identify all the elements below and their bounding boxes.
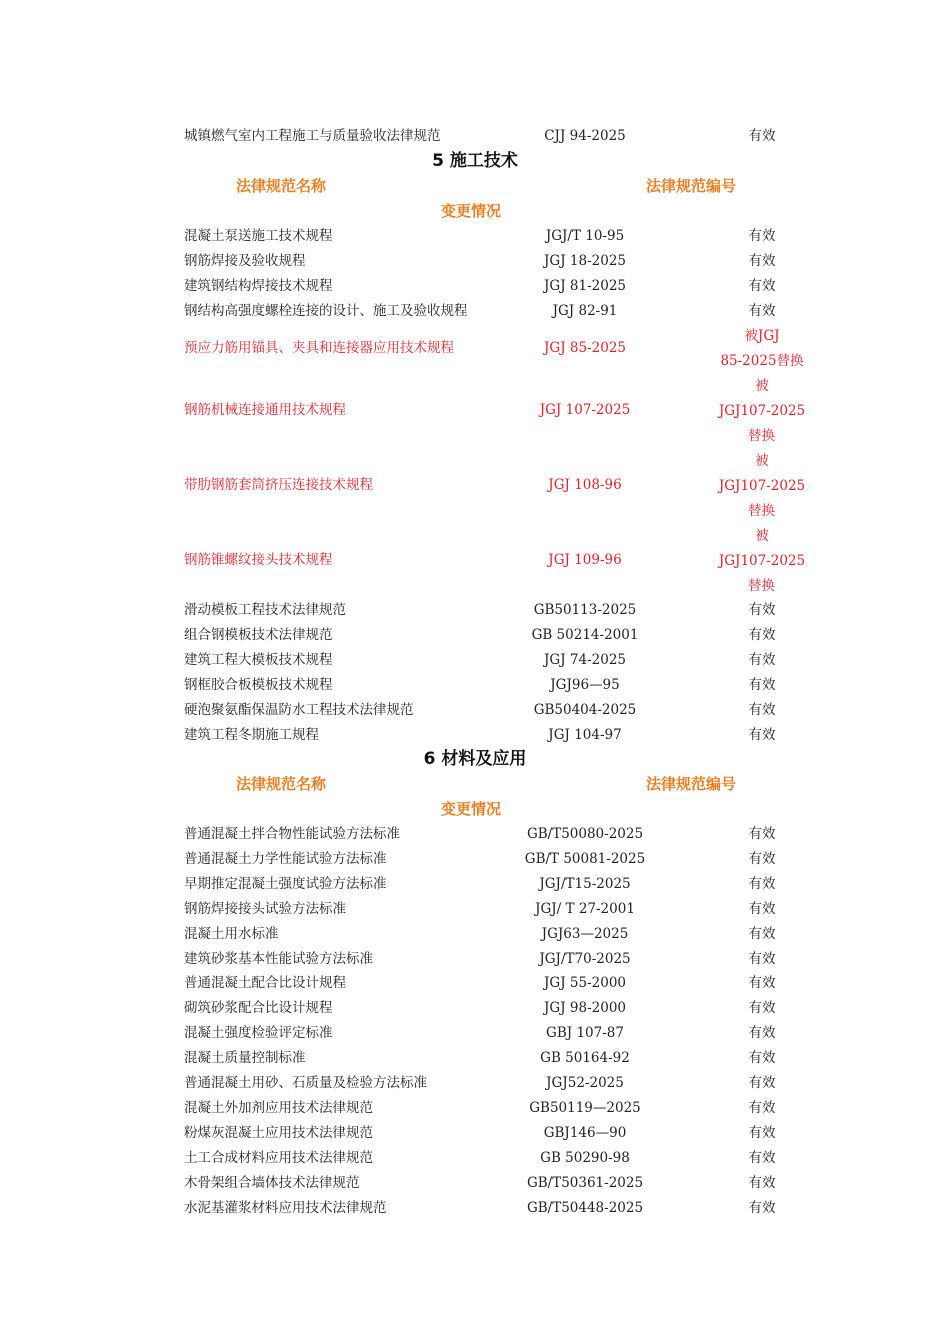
standard-status: 有效 bbox=[748, 1025, 776, 1042]
standard-status-line: JGJ107-2025 bbox=[718, 478, 806, 494]
standard-status: 有效 bbox=[748, 702, 776, 718]
standard-status: 有效 bbox=[748, 1050, 776, 1067]
standard-name: 建筑砂浆基本性能试验方法标准 bbox=[184, 950, 373, 967]
standard-code: JGJ52-2025 bbox=[546, 1075, 624, 1091]
standard-status-line: 被 bbox=[755, 528, 769, 544]
table-row bbox=[0, 872, 950, 897]
standard-name: 建筑工程冬期施工规程 bbox=[184, 727, 319, 743]
standard-code: GB 50214-2001 bbox=[531, 627, 639, 643]
table-row bbox=[0, 847, 950, 872]
standard-code: GB/T 50081-2025 bbox=[524, 850, 646, 867]
standard-name: 混凝土质量控制标准 bbox=[184, 1050, 306, 1067]
standard-code: CJJ 94-2025 bbox=[544, 128, 626, 144]
table-row bbox=[0, 723, 950, 748]
table-row bbox=[0, 947, 950, 972]
standard-code: GB 50290-98 bbox=[540, 1149, 630, 1166]
standard-status: 有效 bbox=[748, 826, 776, 842]
standard-status: 有效 bbox=[748, 925, 776, 942]
table-row bbox=[0, 274, 950, 299]
column-header-name: 法律规范名称 bbox=[236, 177, 327, 195]
standard-name: 预应力筋用锚具、夹具和连接器应用技术规程 bbox=[184, 340, 454, 356]
standard-status: 有效 bbox=[748, 303, 776, 319]
table-row bbox=[0, 698, 950, 723]
standard-status: 有效 bbox=[748, 900, 776, 917]
table-row bbox=[0, 1021, 950, 1046]
standard-status-line: JGJ107-2025 bbox=[718, 403, 806, 419]
standard-name: 钢筋机械连接通用技术规程 bbox=[184, 402, 346, 418]
standard-code: JGJ/T15-2025 bbox=[539, 875, 631, 892]
standard-status: 有效 bbox=[748, 278, 776, 294]
standard-status: 有效 bbox=[748, 1174, 776, 1191]
table-row-replaced bbox=[0, 449, 950, 524]
standard-name: 建筑工程大模板技术规程 bbox=[184, 652, 333, 668]
standard-code: JGJ 104-97 bbox=[548, 727, 622, 743]
standard-name: 普通混凝土用砂、石质量及检验方法标准 bbox=[184, 1075, 427, 1091]
standard-code: GB50113-2025 bbox=[533, 602, 637, 618]
standard-name: 混凝土用水标准 bbox=[184, 925, 279, 942]
table-row bbox=[0, 1171, 950, 1196]
standard-code: JGJ/T 10-95 bbox=[545, 228, 625, 244]
table-row bbox=[0, 1121, 950, 1146]
standard-code: JGJ 85-2025 bbox=[544, 340, 626, 356]
standard-status: 有效 bbox=[748, 1124, 776, 1141]
standard-name: 普通混凝土拌合物性能试验方法标准 bbox=[184, 826, 400, 842]
standard-code: JGJ/ T 27-2001 bbox=[535, 900, 635, 917]
table-row bbox=[0, 673, 950, 698]
table-row bbox=[0, 922, 950, 947]
table-row bbox=[0, 249, 950, 274]
table-row bbox=[0, 648, 950, 673]
standard-name: 混凝土外加剂应用技术法律规范 bbox=[184, 1099, 373, 1116]
standard-status: 有效 bbox=[748, 627, 776, 643]
table-row bbox=[0, 299, 950, 324]
standard-status: 有效 bbox=[748, 1149, 776, 1166]
standard-name: 带肋钢筋套筒挤压连接技术规程 bbox=[184, 477, 373, 493]
table-row bbox=[0, 1071, 950, 1096]
standard-status: 有效 bbox=[748, 975, 776, 992]
standard-name: 木骨架组合墙体技术法律规范 bbox=[184, 1174, 360, 1191]
table-row bbox=[0, 124, 950, 149]
column-header-status: 变更情况 bbox=[441, 202, 502, 220]
standard-code: JGJ 109-96 bbox=[548, 552, 622, 568]
standard-status-line: 替换 bbox=[748, 428, 775, 444]
standard-code: GB 50164-92 bbox=[540, 1050, 630, 1067]
section-title: 5 施工技术 bbox=[432, 151, 518, 171]
column-header-code: 法律规范编号 bbox=[646, 775, 737, 793]
standard-code: JGJ96—95 bbox=[550, 677, 620, 693]
standard-name: 建筑钢结构焊接技术规程 bbox=[184, 278, 333, 294]
standard-status-line: 被 bbox=[755, 453, 769, 469]
standard-code: JGJ 81-2025 bbox=[544, 278, 626, 294]
standard-code: GB50404-2025 bbox=[533, 702, 637, 718]
standard-code: JGJ 98-2000 bbox=[544, 1000, 626, 1017]
table-row-replaced bbox=[0, 324, 950, 374]
standard-status-line: 替换 bbox=[748, 503, 775, 519]
table-row bbox=[0, 224, 950, 249]
standard-code: GB/T50080-2025 bbox=[526, 826, 644, 842]
standard-status: 有效 bbox=[748, 602, 776, 618]
standard-code: JGJ 18-2025 bbox=[544, 253, 626, 269]
standard-status: 有效 bbox=[748, 228, 776, 244]
table-row bbox=[0, 1146, 950, 1171]
standard-code: JGJ 55-2000 bbox=[544, 975, 626, 992]
standard-name: 钢结构高强度螺栓连接的设计、施工及验收规程 bbox=[184, 303, 468, 319]
standard-status: 有效 bbox=[748, 652, 776, 668]
standard-code: GB50119—2025 bbox=[529, 1099, 641, 1116]
standard-name: 滑动模板工程技术法律规范 bbox=[184, 602, 346, 618]
table-row bbox=[0, 996, 950, 1021]
standard-name: 硬泡聚氨酯保温防水工程技术法律规范 bbox=[184, 702, 414, 718]
standard-status: 有效 bbox=[748, 253, 776, 269]
table-row-replaced bbox=[0, 524, 950, 599]
standard-name: 钢筋焊接及验收规程 bbox=[184, 253, 306, 269]
standard-status-line: 被 bbox=[755, 378, 769, 394]
table-row bbox=[0, 598, 950, 623]
table-row bbox=[0, 1096, 950, 1121]
standard-name: 钢框胶合板模板技术规程 bbox=[184, 677, 333, 693]
standard-code: JGJ/T70-2025 bbox=[539, 950, 631, 967]
standard-name: 组合钢模板技术法律规范 bbox=[184, 627, 333, 643]
column-header-status: 变更情况 bbox=[441, 800, 502, 818]
standard-status: 有效 bbox=[748, 950, 776, 967]
standard-status: 有效 bbox=[748, 1099, 776, 1116]
standard-name: 混凝土泵送施工技术规程 bbox=[184, 228, 333, 244]
standard-status: 有效 bbox=[748, 850, 776, 867]
standard-name: 早期推定混凝土强度试验方法标准 bbox=[184, 875, 387, 892]
standard-code: GB/T50448-2025 bbox=[526, 1199, 644, 1216]
standard-status: 有效 bbox=[748, 128, 776, 144]
standard-status: 有效 bbox=[748, 677, 776, 693]
standard-status-line: 被JGJ bbox=[744, 328, 780, 344]
standard-code: GB/T50361-2025 bbox=[526, 1174, 644, 1191]
standard-name: 钢筋锥螺纹接头技术规程 bbox=[184, 552, 333, 568]
table-row bbox=[0, 1046, 950, 1071]
table-row bbox=[0, 1196, 950, 1221]
table-row bbox=[0, 971, 950, 996]
standard-name: 普通混凝土力学性能试验方法标准 bbox=[184, 850, 387, 867]
table-row-replaced bbox=[0, 374, 950, 449]
standard-name: 粉煤灰混凝土应用技术法律规范 bbox=[184, 1124, 373, 1141]
standard-code: JGJ 107-2025 bbox=[539, 402, 631, 418]
standard-status: 有效 bbox=[748, 1075, 776, 1091]
table-row bbox=[0, 623, 950, 648]
standard-name: 混凝土强度检验评定标准 bbox=[184, 1025, 333, 1042]
standard-name: 砌筑砂浆配合比设计规程 bbox=[184, 1000, 333, 1017]
standard-name: 土工合成材料应用技术法律规范 bbox=[184, 1149, 373, 1166]
standard-code: JGJ63—2025 bbox=[541, 925, 629, 942]
standard-name: 城镇燃气室内工程施工与质量验收法律规范 bbox=[184, 128, 441, 144]
standard-code: GBJ146—90 bbox=[543, 1124, 627, 1141]
standard-status-line: 替换 bbox=[748, 578, 775, 594]
standard-status: 有效 bbox=[748, 875, 776, 892]
standard-status-line: 85-2025替换 bbox=[720, 353, 804, 369]
table-row bbox=[0, 897, 950, 922]
standard-name: 钢筋焊接接头试验方法标准 bbox=[184, 900, 346, 917]
standard-code: JGJ 108-96 bbox=[548, 477, 622, 493]
standard-status-line: JGJ107-2025 bbox=[718, 553, 806, 569]
standard-code: GBJ 107-87 bbox=[546, 1025, 624, 1042]
standard-name: 水泥基灌浆材料应用技术法律规范 bbox=[184, 1199, 387, 1216]
standard-code: JGJ 82-91 bbox=[552, 303, 618, 319]
column-header-code: 法律规范编号 bbox=[646, 177, 737, 195]
table-row bbox=[0, 822, 950, 847]
section-title: 6 材料及应用 bbox=[423, 749, 527, 769]
column-header-name: 法律规范名称 bbox=[236, 775, 327, 793]
standard-code: JGJ 74-2025 bbox=[544, 652, 626, 668]
standard-status: 有效 bbox=[748, 727, 776, 743]
standard-name: 普通混凝土配合比设计规程 bbox=[184, 975, 346, 992]
standard-status: 有效 bbox=[748, 1199, 776, 1216]
standard-status: 有效 bbox=[748, 1000, 776, 1017]
